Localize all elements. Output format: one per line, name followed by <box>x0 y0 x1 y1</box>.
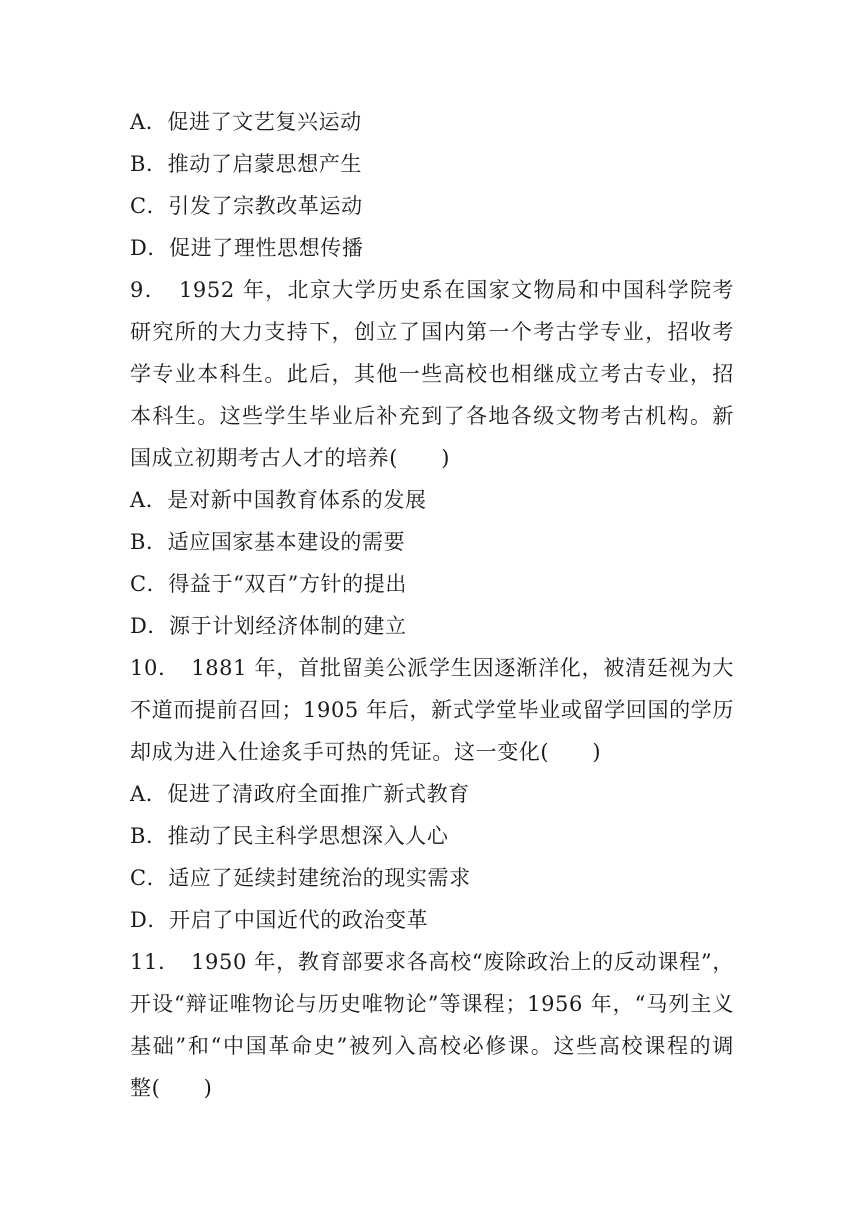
question-stem-line: 本科生。这些学生毕业后补充到了各地各级文物考古机构。新 <box>130 404 734 428</box>
option-b: B．推动了民主科学思想深入人心 <box>130 824 449 848</box>
question-stem-line: 10． 1881 年，首批留美公派学生因逐渐洋化，被清廷视为大 <box>130 656 734 680</box>
question-stem-line: 11． 1950 年，教育部要求各高校“废除政治上的反动课程”， <box>130 950 734 974</box>
question-stem-line: 学专业本科生。此后，其他一些高校也相继成立考古专业，招 <box>130 362 734 386</box>
question-stem-line: 却成为进入仕途炙手可热的凭证。这一变化( ) <box>130 740 602 764</box>
option-b: B．推动了启蒙思想产生 <box>130 152 363 176</box>
question-stem-line: 整( ) <box>130 1076 213 1100</box>
option-c: C．引发了宗教改革运动 <box>130 194 363 218</box>
question-stem-line: 不道而提前召回；1905 年后，新式学堂毕业或留学回国的学历 <box>130 698 734 722</box>
exam-page <box>130 101 734 1109</box>
option-c: C．得益于“双百”方针的提出 <box>130 572 407 596</box>
question-11 <box>130 941 734 1109</box>
question-stem-line: 开设“辩证唯物论与历史唯物论”等课程；1956 年，“马列主义 <box>130 992 734 1016</box>
question-stem-line: 9． 1952 年，北京大学历史系在国家文物局和中国科学院考 <box>130 278 734 302</box>
option-c: C．适应了延续封建统治的现实需求 <box>130 866 471 890</box>
option-a: A．促进了文艺复兴运动 <box>130 110 362 134</box>
option-b: B．适应国家基本建设的需要 <box>130 530 406 554</box>
question-stem-line: 研究所的大力支持下，创立了国内第一个考古学专业，招收考 <box>130 320 734 344</box>
prev-question-options <box>130 101 734 269</box>
question-stem-line: 国成立初期考古人才的培养( ) <box>130 446 450 470</box>
option-a: A．是对新中国教育体系的发展 <box>130 488 427 512</box>
question-9 <box>130 269 734 647</box>
question-10 <box>130 647 734 941</box>
option-d: D．促进了理性思想传播 <box>130 236 364 260</box>
question-stem-line: 基础”和“中国革命史”被列入高校必修课。这些高校课程的调 <box>130 1034 734 1058</box>
option-d: D．源于计划经济体制的建立 <box>130 614 407 638</box>
option-d: D．开启了中国近代的政治变革 <box>130 908 429 932</box>
option-a: A．促进了清政府全面推广新式教育 <box>130 782 470 806</box>
